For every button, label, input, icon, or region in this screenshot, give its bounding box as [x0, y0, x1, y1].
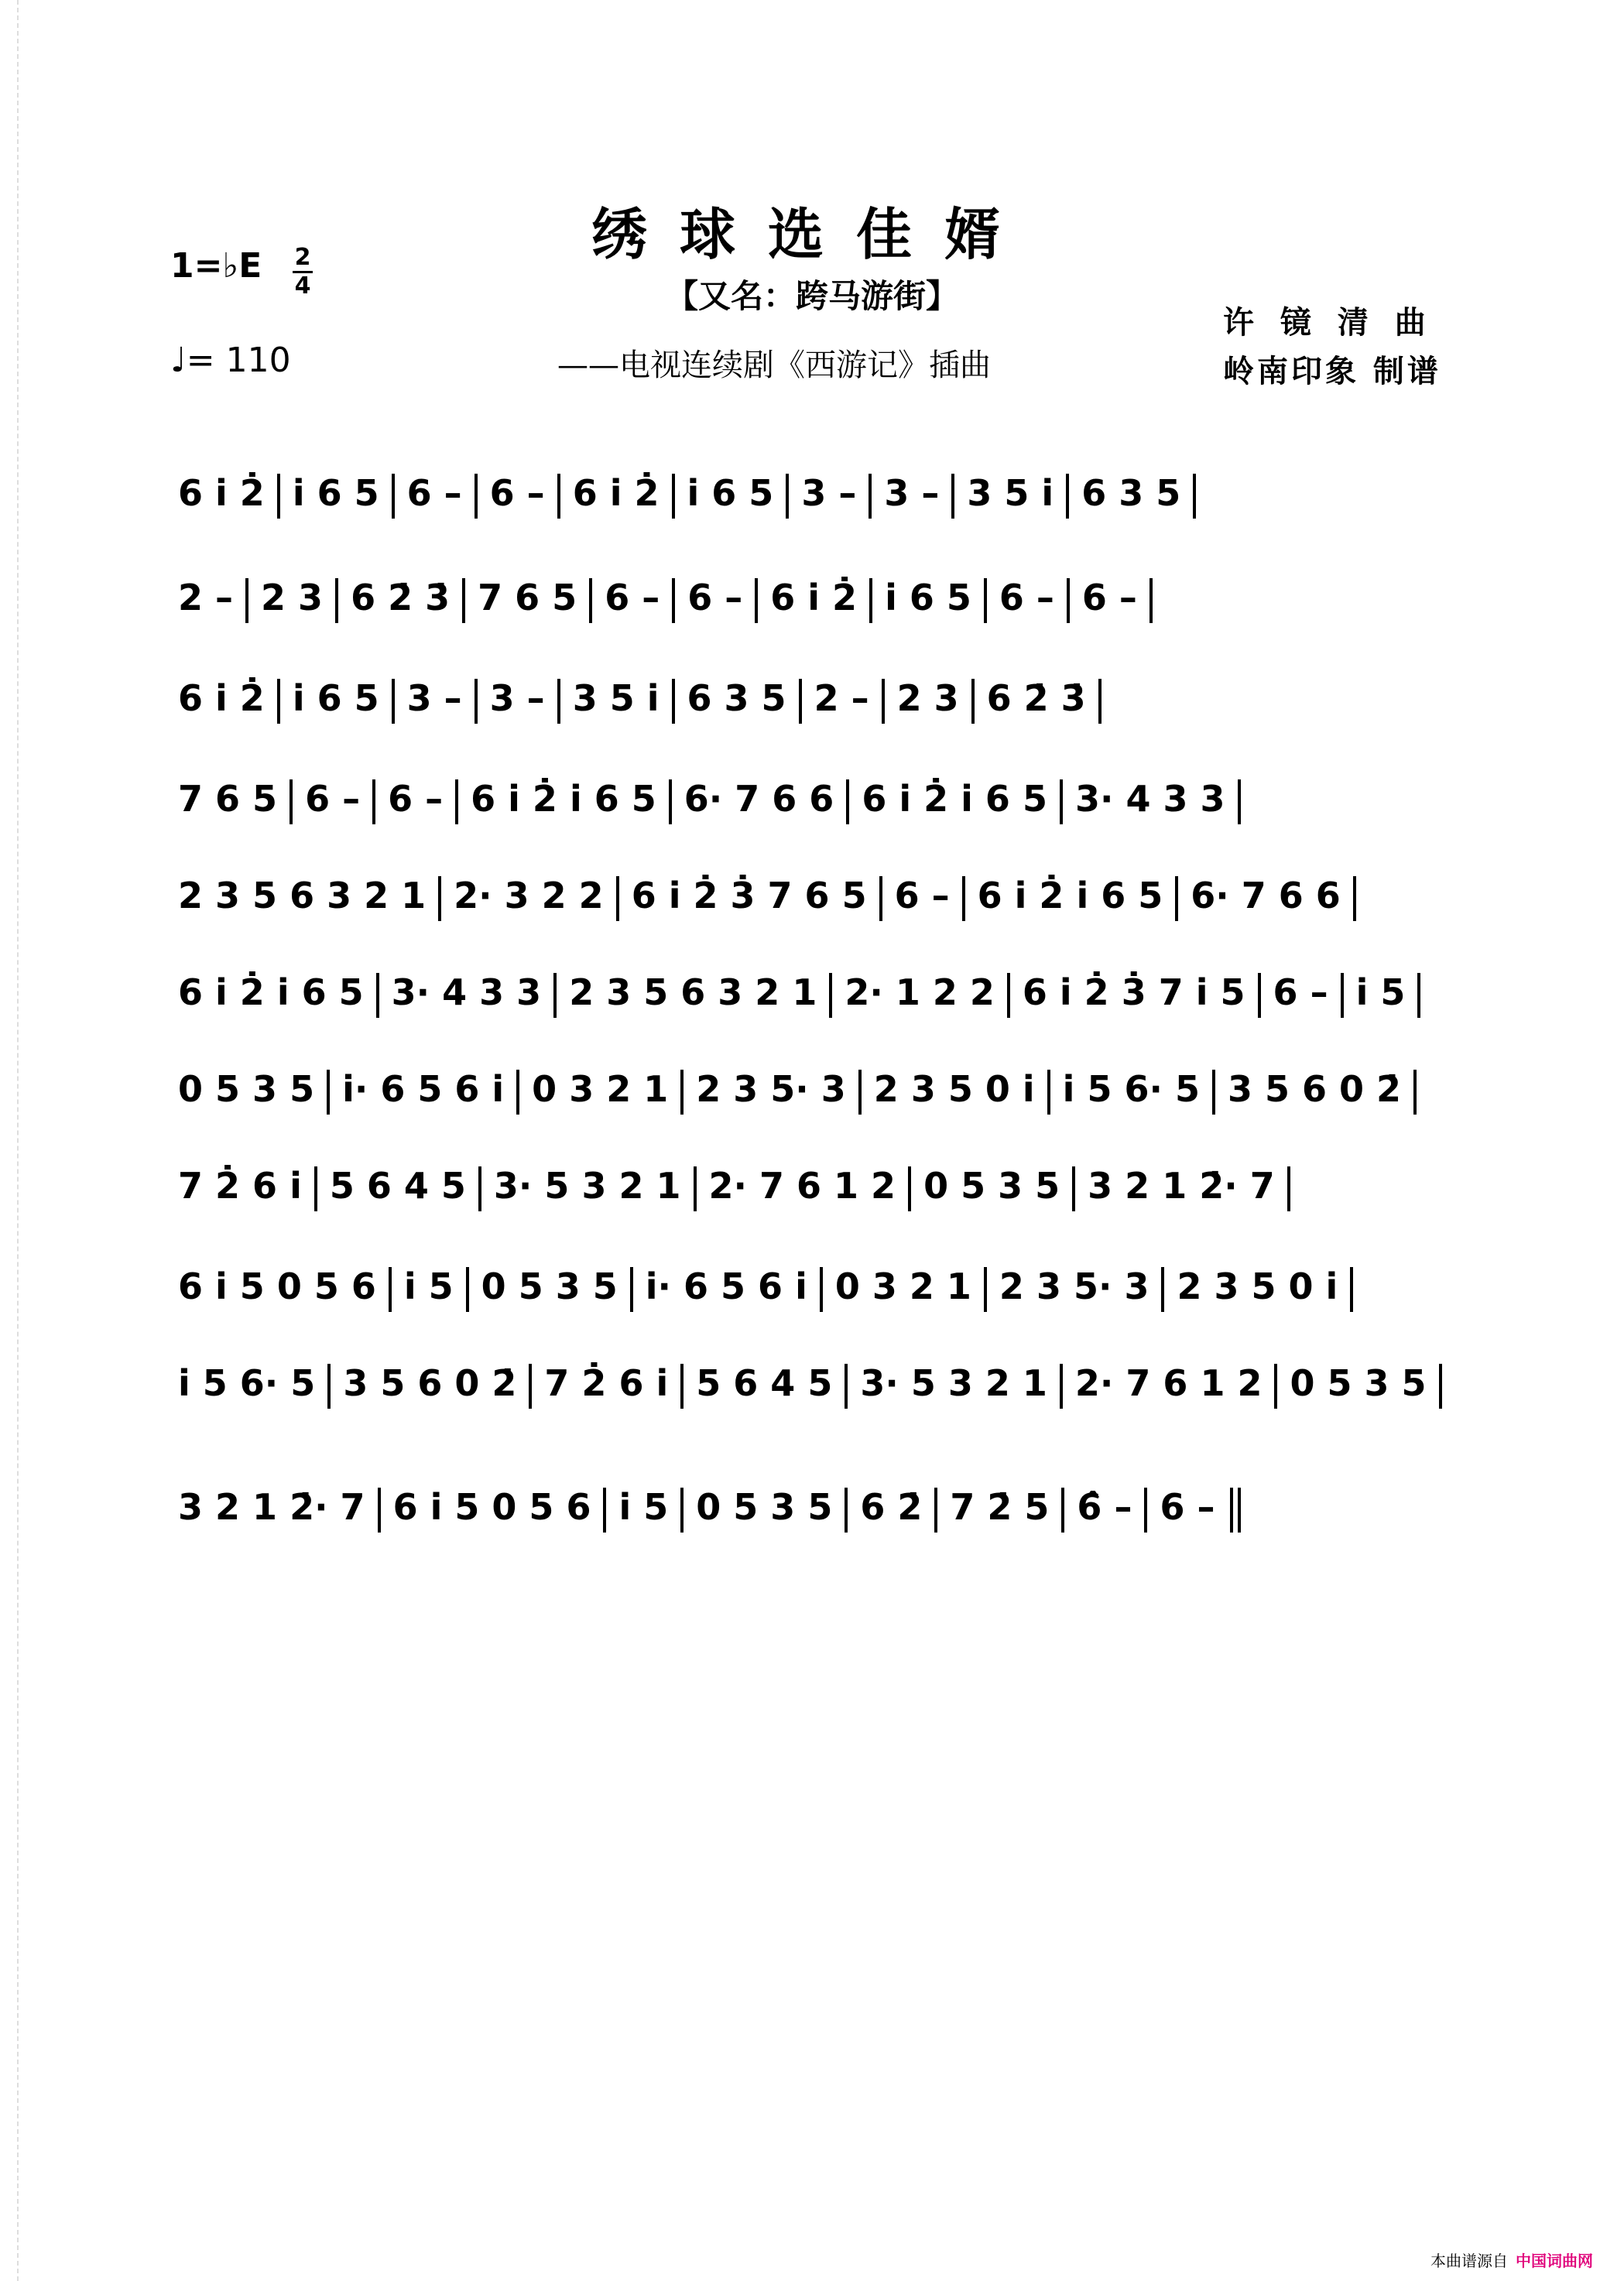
- measure: 6 –: [894, 875, 950, 916]
- measure: i 6 5: [885, 577, 971, 618]
- barline: [845, 1364, 848, 1409]
- measure: 2 3 5 0 i: [873, 1068, 1035, 1110]
- barline: [799, 679, 802, 724]
- barline: [1353, 876, 1356, 921]
- barline: [879, 876, 882, 921]
- barline: [1341, 973, 1344, 1018]
- measure: i 6 5: [687, 472, 774, 514]
- barline: [1238, 779, 1241, 824]
- measure: 6 i 5 0 5 6: [392, 1486, 591, 1528]
- measure: 6 –: [305, 778, 361, 820]
- barline: [277, 679, 280, 724]
- barline: [1098, 679, 1102, 724]
- measure: 3 5 6 0 2̇: [343, 1362, 517, 1404]
- barline: [327, 1364, 331, 1409]
- measure: 3 –: [489, 677, 545, 719]
- barline: [630, 1267, 633, 1312]
- measure: 2 3 5 6 3 2 1: [178, 875, 427, 916]
- time-signature-bottom: 4: [294, 272, 311, 300]
- barline: [869, 474, 872, 519]
- measure: 7 6 5: [178, 778, 278, 820]
- barline: [392, 679, 395, 724]
- footer-note: 本曲谱源自: [1430, 2252, 1508, 2270]
- barline: [908, 1166, 911, 1211]
- measure: 5 6 4 5: [696, 1362, 833, 1404]
- measure: 3· 4 3 3: [391, 971, 542, 1013]
- score-row: [170, 472, 1463, 519]
- measure: 3· 4 3 3: [1074, 778, 1225, 820]
- barline: [327, 1070, 330, 1115]
- subtitle: ——电视连续剧《西游记》插曲: [557, 348, 991, 383]
- barline: [1413, 1070, 1417, 1115]
- measure: 6 –: [687, 577, 743, 618]
- measure: 6 –: [1273, 971, 1328, 1013]
- measure: 2· 7 6 1 2: [1074, 1362, 1263, 1404]
- measure: 6 –: [605, 577, 660, 618]
- measure: 0 5 3 5: [481, 1266, 618, 1307]
- measure: 6 2̇ 3̇: [986, 677, 1086, 719]
- measure: 6 –: [999, 577, 1054, 618]
- score-row: [170, 875, 1463, 921]
- measure: 6 i 2̇: [178, 677, 265, 719]
- barline: [376, 973, 379, 1018]
- barline: [1061, 1488, 1064, 1533]
- footer-site-name: 中国词曲网: [1516, 2252, 1593, 2270]
- measure: 3 2 1 2̇· 7: [1088, 1165, 1275, 1207]
- measure: 3 –: [884, 472, 940, 514]
- measure: 0 5 3 5: [178, 1068, 315, 1110]
- barline: [1149, 578, 1153, 623]
- measure: 6 –: [1160, 1486, 1215, 1528]
- measure: 6 i 2̇: [178, 472, 265, 514]
- measure: 6 –: [1081, 577, 1137, 618]
- measure: 3 –: [801, 472, 857, 514]
- barline: [1175, 876, 1178, 921]
- measure: 0 3 2 1: [834, 1266, 971, 1307]
- barline: [1067, 578, 1070, 623]
- key-signature: 1=♭E: [170, 246, 262, 286]
- barline: [984, 1267, 987, 1312]
- measure: 2 3 5· 3: [999, 1266, 1149, 1307]
- measure: 6 3 5: [1081, 472, 1181, 514]
- barline: [475, 679, 478, 724]
- barline: [1161, 1267, 1164, 1312]
- measure: 0 3 2 1: [532, 1068, 669, 1110]
- barline: [478, 1166, 481, 1211]
- barline: [314, 1166, 317, 1211]
- measure: 6̂ –: [1077, 1486, 1132, 1528]
- measure: 2· 7 6 1 2: [708, 1165, 896, 1207]
- score-row: [170, 1266, 1463, 1312]
- measure: 3· 5 3 2 1: [493, 1165, 681, 1207]
- barline: [389, 1267, 392, 1312]
- measure: 7 2̇ 6 i: [178, 1165, 302, 1207]
- measure: i 5 6· 5: [178, 1362, 316, 1404]
- barline: [372, 779, 375, 824]
- measure: 6 i 2̇ 3̇ 7 6 5: [631, 875, 867, 916]
- measure: i 6 5: [292, 472, 379, 514]
- barline: [869, 578, 872, 623]
- measure: 2 3 5 6 3 2 1: [569, 971, 817, 1013]
- measure: 2 –: [178, 577, 234, 618]
- barline: [603, 1488, 606, 1533]
- measure: i· 6 5 6 i: [342, 1068, 505, 1110]
- measure: 6 –: [489, 472, 545, 514]
- measure: 2 –: [814, 677, 869, 719]
- measure: 3 5 i: [572, 677, 660, 719]
- barline: [934, 1488, 937, 1533]
- measure: 6 i 2̇ i 6 5: [862, 778, 1047, 820]
- barline: [962, 876, 965, 921]
- barline: [1144, 1488, 1147, 1533]
- measure: 6 i 2̇ i 6 5: [977, 875, 1163, 916]
- measure: 6· 7 6 6: [684, 778, 834, 820]
- barline: [951, 474, 954, 519]
- barline: [820, 1267, 823, 1312]
- alternate-title: 【又名：跨马游街】: [665, 277, 958, 315]
- measure: 6 i 5 0 5 6: [178, 1266, 376, 1307]
- barline: [1274, 1364, 1277, 1409]
- barline: [557, 679, 560, 724]
- measure: i 5 6· 5: [1062, 1068, 1200, 1110]
- barline: [466, 1267, 469, 1312]
- barline: [846, 779, 849, 824]
- measure: 6 –: [388, 778, 444, 820]
- barline: [378, 1488, 381, 1533]
- measure: 6 i 2̇ i 6 5: [178, 971, 364, 1013]
- barline: [1439, 1364, 1442, 1409]
- measure: 6 i 2̇: [770, 577, 858, 618]
- barline: [829, 973, 832, 1018]
- measure: 6 i 2̇ i 6 5: [471, 778, 656, 820]
- measure: 6 i 2̇ 3̇ 7 i 5: [1022, 971, 1245, 1013]
- measure: 6 2̇: [860, 1486, 923, 1528]
- measure: 7 6 5: [478, 577, 577, 618]
- barline: [1072, 1166, 1075, 1211]
- measure: i 5: [618, 1486, 669, 1528]
- barline: [616, 876, 619, 921]
- measure: i· 6 5 6 i: [645, 1266, 807, 1307]
- time-signature: [293, 246, 313, 298]
- score-row: [170, 1486, 1463, 1533]
- score-row: [170, 971, 1463, 1018]
- barline: [392, 474, 395, 519]
- measure: 3 5 6 0 2̇: [1227, 1068, 1402, 1110]
- score-row: [170, 1068, 1463, 1115]
- measure: i 5: [403, 1266, 454, 1307]
- measure: 0 5 3 5: [923, 1165, 1060, 1207]
- barline: [557, 474, 560, 519]
- barline: [1417, 973, 1420, 1018]
- barline: [1258, 973, 1261, 1018]
- song-title: 绣球选佳婿: [591, 201, 1033, 267]
- final-barline: [1230, 1488, 1233, 1533]
- measure: 7 2̇ 5: [950, 1486, 1050, 1528]
- measure: 3· 5 3 2 1: [860, 1362, 1047, 1404]
- measure: 7 2̇ 6 i: [544, 1362, 669, 1404]
- barline: [290, 779, 293, 824]
- measure: 2· 1 2 2: [845, 971, 995, 1013]
- measure: 2 3: [261, 577, 324, 618]
- barline: [1047, 1070, 1050, 1115]
- barline: [672, 679, 675, 724]
- barline: [669, 779, 672, 824]
- barline: [672, 474, 675, 519]
- score-row: [170, 677, 1463, 724]
- measure: 2· 3 2 2: [454, 875, 604, 916]
- measure: 0 5 3 5: [1290, 1362, 1427, 1404]
- measure: 5 6 4 5: [329, 1165, 466, 1207]
- barline: [1007, 973, 1010, 1018]
- measure: i 6 5: [292, 677, 379, 719]
- barline: [455, 779, 458, 824]
- barline: [529, 1364, 532, 1409]
- barline: [1066, 474, 1069, 519]
- tempo-marking: ♩= 110: [170, 341, 291, 380]
- barline: [462, 578, 465, 623]
- measure: 6 3 5: [687, 677, 786, 719]
- barline: [755, 578, 758, 623]
- score-row: [170, 577, 1463, 623]
- barline: [553, 973, 557, 1018]
- barline: [672, 578, 675, 623]
- measure: 2 3 5 0 i: [1177, 1266, 1338, 1307]
- barline: [984, 578, 987, 623]
- measure: 6 2̇ 3̇: [351, 577, 451, 618]
- barline: [516, 1070, 519, 1115]
- barline: [680, 1488, 684, 1533]
- barline: [245, 578, 248, 623]
- measure: 2 3 5· 3: [696, 1068, 846, 1110]
- barline: [882, 679, 885, 724]
- composer-credit: 许 镜 清 曲: [1223, 304, 1434, 341]
- measure: i 5: [1355, 971, 1406, 1013]
- barline: [475, 474, 478, 519]
- barline: [680, 1364, 684, 1409]
- barline: [438, 876, 441, 921]
- score-row: [170, 1362, 1463, 1409]
- score-row: [170, 778, 1463, 824]
- barline: [589, 578, 592, 623]
- measure: 3 –: [406, 677, 462, 719]
- barline: [858, 1070, 862, 1115]
- barline: [1060, 779, 1063, 824]
- barline: [277, 474, 280, 519]
- barline: [335, 578, 338, 623]
- measure: 0 5 3 5: [696, 1486, 833, 1528]
- barline: [1350, 1267, 1353, 1312]
- time-signature-top: 2: [294, 244, 311, 271]
- transcriber-credit: 岭南印象 制谱: [1223, 353, 1441, 389]
- measure: 2 3: [896, 677, 959, 719]
- barline: [1287, 1166, 1290, 1211]
- barline: [680, 1070, 684, 1115]
- barline: [1212, 1070, 1215, 1115]
- measure: 6 i 2̇: [572, 472, 660, 514]
- measure: 3 5 i: [967, 472, 1054, 514]
- barline: [694, 1166, 697, 1211]
- measure: 6 –: [406, 472, 462, 514]
- barline: [786, 474, 789, 519]
- barline: [1060, 1364, 1063, 1409]
- score-row: [170, 1165, 1463, 1211]
- measure: 6· 7 6 6: [1191, 875, 1341, 916]
- measure: 3 2 1 2̇· 7: [178, 1486, 365, 1528]
- barline: [845, 1488, 848, 1533]
- page-margin: [0, 0, 19, 2281]
- barline: [1193, 474, 1196, 519]
- barline: [971, 679, 975, 724]
